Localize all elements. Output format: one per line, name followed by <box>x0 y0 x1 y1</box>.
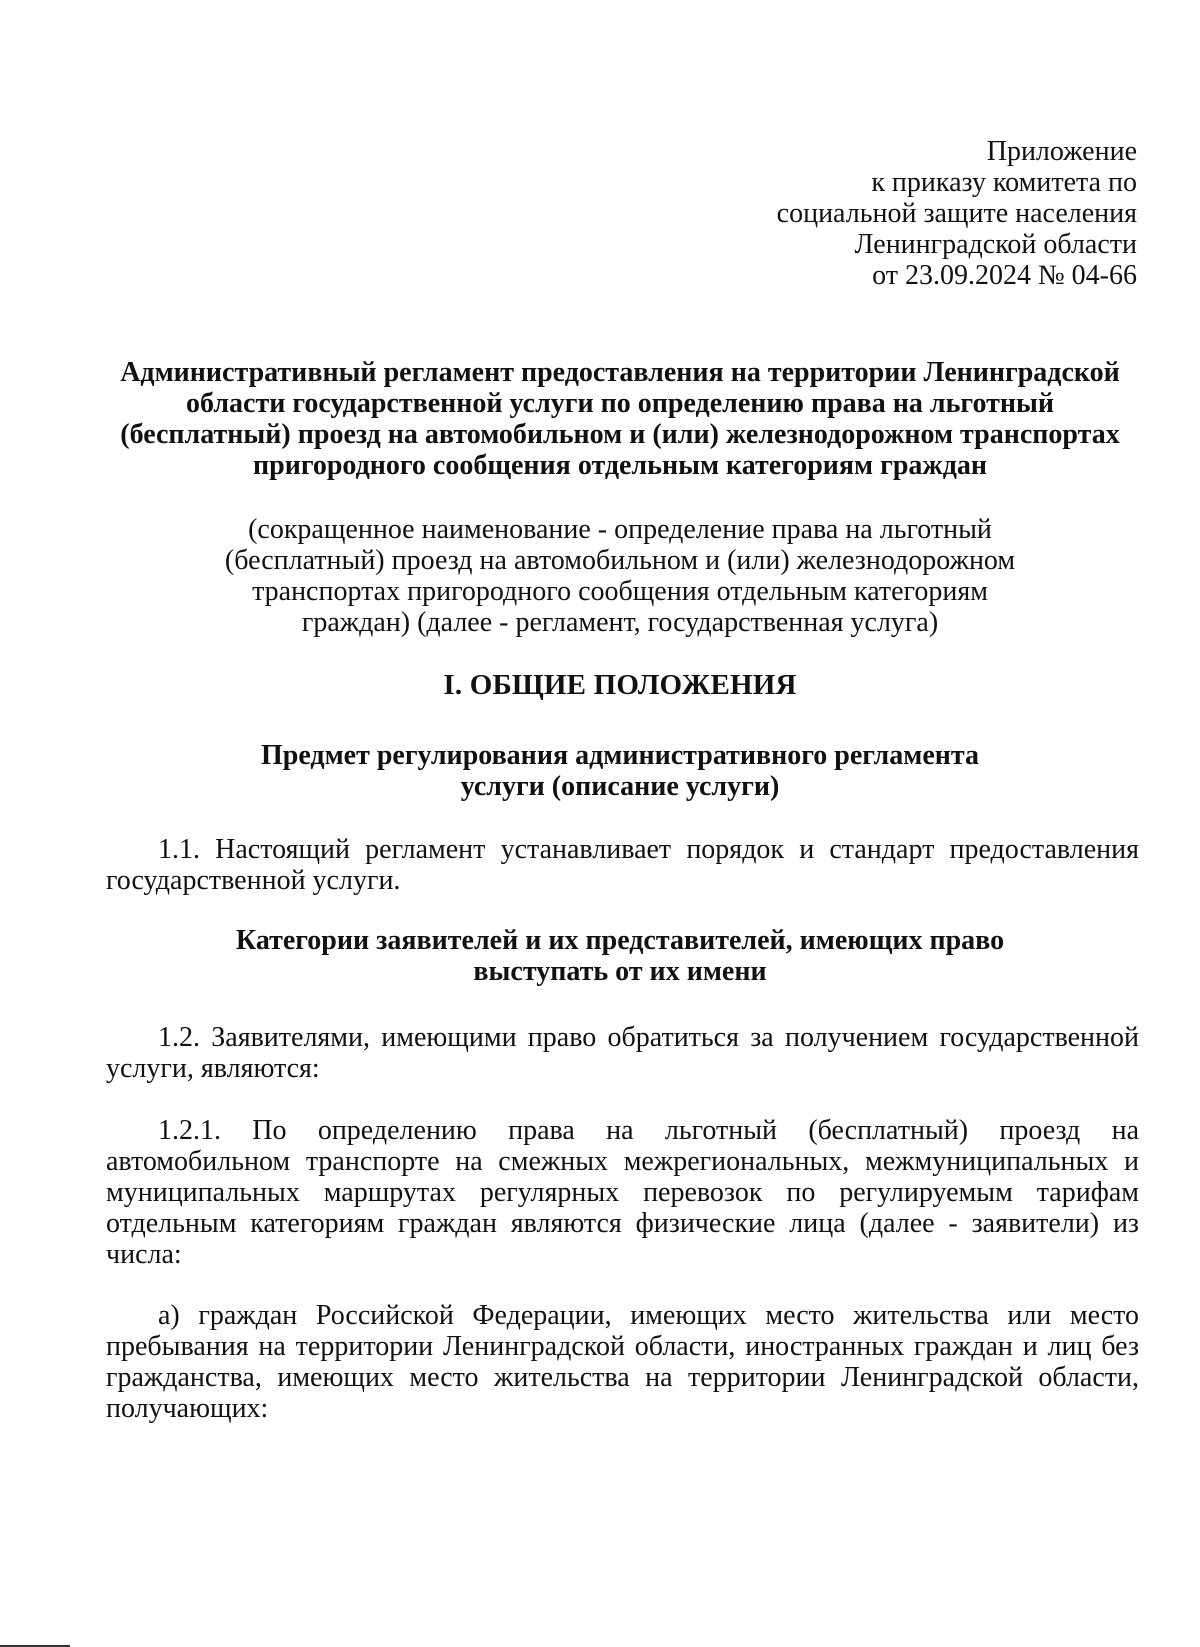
short-name-line: (бесплатный) проезд на автомобильном и (или) железнодорожном <box>224 545 1016 576</box>
paragraph-1-2 <box>106 1022 1139 1084</box>
appendix-line: от 23.09.2024 № 04-66 <box>872 260 1137 291</box>
short-name-line: граждан) (далее - регламент, государственная услуга) <box>301 607 939 638</box>
paragraph-line: 1.2.1. По определению права на льготный (бесплатный) проезд на <box>158 1115 1139 1146</box>
subsection-heading-line: выступать от их имени <box>473 956 767 987</box>
paragraph-line: а) граждан Российской Федерации, имеющих место жительства или место <box>158 1300 1139 1331</box>
paragraph-line: пребывания на территории Ленинградской области, иностранных граждан и лиц без <box>106 1331 1139 1362</box>
short-name-line: транспортах пригородного сообщения отдельным категориям <box>252 576 988 607</box>
title-line: пригородного сообщения отдельным категориям граждан <box>252 450 988 481</box>
subsection-heading-subject <box>100 740 1140 802</box>
subsection-heading-line: услуги (описание услуги) <box>460 771 780 802</box>
paragraph-line: государственной услуги. <box>106 865 401 896</box>
short-name-line: (сокращенное наименование - определение права на льготный <box>248 514 992 545</box>
paragraph-line: автомобильном транспорте на смежных межрегиональных, межмуниципальных и <box>106 1146 1139 1177</box>
paragraph-1-2-1 <box>106 1115 1139 1270</box>
subsection-heading-applicants <box>100 925 1140 987</box>
document-title <box>100 357 1140 481</box>
appendix-line: социальной защите населения <box>776 198 1137 229</box>
short-name-block <box>100 514 1140 638</box>
paragraph-line: услуги, являются: <box>106 1053 320 1084</box>
appendix-line: Ленинградской области <box>854 229 1137 260</box>
paragraph-a <box>106 1300 1139 1424</box>
section-heading: I. ОБЩИЕ ПОЛОЖЕНИЯ <box>443 669 797 701</box>
title-line: (бесплатный) проезд на автомобильном и (или) железнодорожном транспортах <box>120 419 1120 450</box>
paragraph-line: числа: <box>106 1239 182 1270</box>
title-line: области государственной услуги по определению права на льготный <box>186 388 1054 419</box>
paragraph-line: 1.2. Заявителями, имеющими право обратиться за получением государственной <box>158 1022 1139 1053</box>
paragraph-1-1 <box>106 834 1139 896</box>
subsection-heading-line: Предмет регулирования административного регламента <box>261 740 979 771</box>
appendix-block <box>777 136 1137 291</box>
subsection-heading-line: Категории заявителей и их представителей, имеющих право <box>235 925 1005 956</box>
appendix-line: к приказу комитета по <box>871 167 1137 198</box>
paragraph-line: отдельным категориям граждан являются физические лица (далее - заявители) из <box>106 1208 1139 1239</box>
title-line: Административный регламент предоставления на территории Ленинградской <box>120 357 1120 388</box>
appendix-line: Приложение <box>986 136 1137 167</box>
paragraph-line: муниципальных маршрутах регулярных перевозок по регулируемым тарифам <box>106 1177 1139 1208</box>
paragraph-line: получающих: <box>106 1393 269 1424</box>
paragraph-line: гражданства, имеющих место жительства на территории Ленинградской области, <box>106 1362 1139 1393</box>
paragraph-line: 1.1. Настоящий регламент устанавливает порядок и стандарт предоставления <box>158 834 1139 865</box>
